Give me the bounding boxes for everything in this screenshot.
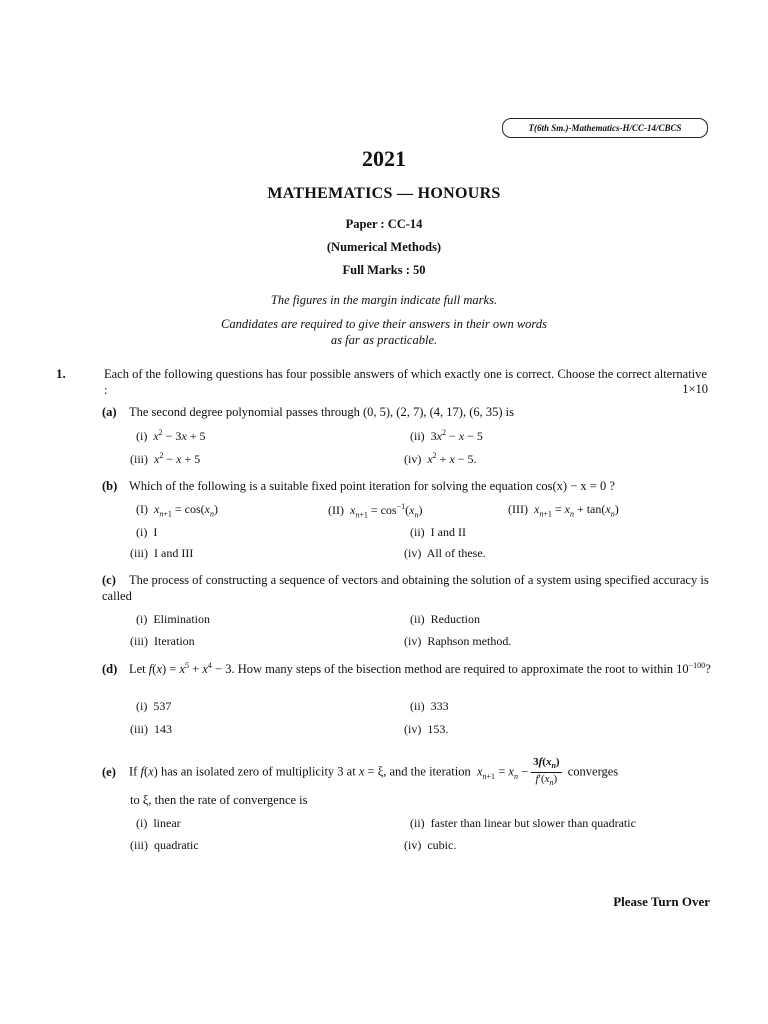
- question-stem: Each of the following questions has four possible answers of which exactly one is correct. Choose the correct alternative :: [104, 367, 707, 397]
- part-label: (a): [102, 405, 117, 419]
- part-text: The second degree polynomial passes through (0, 5), (2, 7), (4, 17), (6, 35) is: [129, 405, 514, 419]
- option-b-ii: (ii) I and II: [410, 525, 466, 539]
- question-marks: 1×10: [682, 382, 708, 396]
- option-c-ii: (ii) Reduction: [410, 612, 480, 626]
- iteration-fraction: $\frac{3f(x_n)}{f'(x_n)}$: [533, 756, 560, 788]
- option-a-ii: (ii) $3x^2 - x - 5$: [410, 428, 483, 443]
- part-text: The process of constructing a sequence of vectors and obtaining the solution of a system using specified accuracy is called: [102, 573, 709, 603]
- part-label: (e): [102, 764, 116, 779]
- part-text: . How many steps of the bisection method are required to approximate the root to within 10: [231, 662, 689, 677]
- part-label: (c): [102, 573, 116, 587]
- paper-code-badge: T(6th Sm.)-Mathematics-H/CC-14/CBCS: [502, 118, 708, 138]
- instructions-line-2: as far as practicable.: [330, 333, 438, 347]
- part-e-continued: to ξ, then the rate of convergence is: [130, 793, 308, 807]
- part-b: [102, 478, 714, 494]
- option-a-i: (i) $x^2 - 3x + 5$: [136, 428, 206, 443]
- option-b-i: (i) I: [136, 525, 158, 539]
- option-d-i: (i) 537: [136, 699, 172, 713]
- please-turn-over: Please Turn Over: [613, 894, 710, 909]
- part-e: (e) If f(x) has an isolated zero of multiplicity 3 at x = ξ, and the iteration $x_{n+1} = x_n$ − $\frac{3f(x_n)}{f'(x_n)}$ converges: [102, 756, 619, 788]
- paper-topic: (Numerical Methods): [326, 240, 442, 254]
- part-a: [102, 404, 714, 420]
- margin-note: The figures in the margin indicate full marks.: [270, 293, 498, 307]
- question-number: 1.: [56, 366, 66, 381]
- option-e-ii: (ii) faster than linear but slower than quadratic: [410, 816, 636, 830]
- option-e-iii: (iii) quadratic: [130, 838, 199, 852]
- option-d-iii: (iii) 143: [130, 722, 172, 736]
- part-label: (b): [102, 479, 118, 493]
- option-c-iii: (iii) Iteration: [130, 634, 195, 648]
- part-d: (d) Let $f(x) = x^5 + x^4 - 3$. How many steps of the bisection method are required to approximate the root to within $10^{-100}$?: [102, 661, 711, 677]
- option-a-iv: (iv) $x^2 + x - 5$.: [404, 451, 477, 466]
- option-c-iv: (iv) Raphson method.: [404, 634, 512, 648]
- part-c: [102, 572, 714, 604]
- instructions-line-1: Candidates are required to give their answers in their own words: [221, 317, 547, 331]
- scheme-II: (II) $x_{n+1} = \cos^{-1}(x_n)$: [328, 502, 423, 520]
- scheme-I: (I) $x_{n+1} = \cos(x_n)$: [136, 502, 218, 519]
- option-e-i: (i) linear: [136, 816, 181, 830]
- full-marks: Full Marks : 50: [342, 263, 426, 277]
- part-text: Which of the following is a suitable fixed point iteration for solving the equation cos(x) − x = 0 ?: [129, 479, 615, 493]
- option-b-iii: (iii) I and III: [130, 546, 194, 560]
- option-a-iii: (iii) $x^2 - x + 5$: [130, 451, 201, 466]
- option-d-iv: (iv) 153.: [404, 722, 449, 736]
- scheme-III: (III) $x_{n+1} = x_n + \tan(x_n)$: [508, 502, 619, 519]
- paper-code: Paper : CC-14: [345, 217, 423, 231]
- subject-title: MATHEMATICS — HONOURS: [267, 185, 501, 202]
- option-d-ii: (ii) 333: [410, 699, 449, 713]
- option-c-i: (i) Elimination: [136, 612, 210, 626]
- exam-year: 2021: [362, 146, 406, 171]
- option-b-iv: (iv) All of these.: [404, 546, 486, 560]
- part-label: (d): [102, 662, 118, 677]
- instructions-note: [0, 316, 768, 348]
- option-e-iv: (iv) cubic.: [404, 838, 457, 852]
